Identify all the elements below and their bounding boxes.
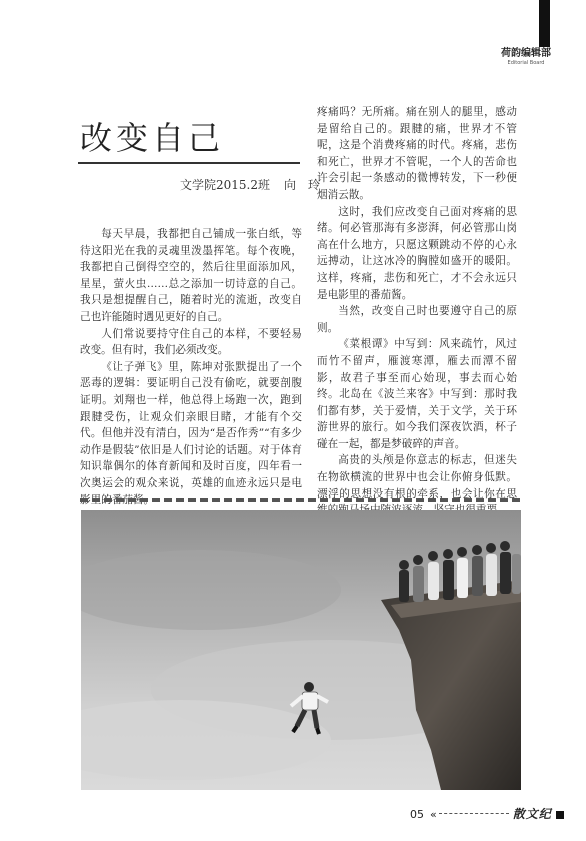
paragraph: 人们常说要持守住自己的本样，不要轻易改变。但有时，我们必须改变。	[80, 327, 302, 357]
paragraph: 高贵的头颅是你意志的标志，但迷失在物欲横流的世界中也会让你俯身低默。漂浮的思想没有根的牵系，也会让你在思	[317, 454, 517, 500]
paragraph: 这时，我们应改变自己面对疼痛的思绪。何必管那海有多澎湃，何必管那山岗高在什么地方，只愿这颗跳动不停的心永远搏动，让这冰冷的胸膛如盛开的暖阳。这样，疼痛，悲伤和死亡，才不会永远只是电影里的番茄酱。	[317, 205, 517, 301]
paragraph: 当然，改变自己时也要遵守自己的原则。	[317, 305, 517, 334]
paragraph: 《让子弹飞》里，陈坤对张默提出了一个恶毒的逻辑：要证明自己没有偷吃，就要剖腹证明。刘翔也一样，他总得上场跑一次，跑到跟腱受伤，让观众们亲眼目睹，才能有个交代。但他并没有清白，因为“是否作秀”“有多少动作是假装”依旧是人们讨论的话题。对于体育知识靠偶尔的体育新闻和及时百度，四年看一次奥运会的观众来说，英雄的血迹永远只是电影里的番茄酱。	[80, 360, 302, 506]
paragraph: 疼痛吗？无所痛。痛在别人的腿里，感动是留给自己的。跟腱的痛，世界才不管呢，这是个消费疼痛的时代。疼痛，悲伤和死亡，世界才不管呢，一个人的苦命也许会引起一条感动的微博转发，下一秒便烟消云散。	[317, 106, 517, 201]
page-footer	[410, 805, 580, 821]
footer-dotted-line	[439, 813, 509, 814]
title-underline	[78, 162, 300, 164]
section-tab-bar	[539, 0, 550, 47]
section-sublabel: Editorial Board	[507, 60, 545, 66]
article-title: 改变自己	[80, 119, 225, 157]
section-label: 荷韵编辑部	[501, 48, 551, 59]
byline-author: 向 玲	[284, 178, 321, 192]
left-column	[80, 226, 302, 508]
square-bullet-icon	[556, 811, 564, 819]
paragraph: 每天早晨，我都把自己铺成一张白纸，等待这阳光在我的灵魂里泼墨挥笔。每个夜晚，我都把自己倒得空空的，然后往里面添加风，星星，萤火虫……总之添加一切诗意的自己。我只是想提醒自己，随着时光的流逝，改变自己也许能随时遇见更好的自己。	[80, 228, 302, 323]
byline-dept: 文学院2015.2班	[180, 178, 270, 192]
page-number: 05	[410, 808, 424, 821]
guillemet: «	[430, 808, 437, 821]
dashed-divider	[80, 498, 520, 502]
cliff-photo-illustration	[81, 510, 521, 790]
magazine-brand: 散文纪	[512, 807, 552, 821]
byline	[180, 176, 320, 193]
cliff-photo	[81, 510, 521, 790]
paragraph: 《菜根谭》中写到：风来疏竹，风过而竹不留声，雁渡寒潭，雁去而潭不留影，故君子事至而心始现，事去而心始终。北岛在《波兰来客》中写到：那时我们都有梦，关于爱情，关于文学，关于环游世界的旅行。如今我们深夜饮酒，杯子碰在一起，都是梦破碎的声音。	[317, 338, 517, 450]
right-column	[317, 104, 517, 519]
